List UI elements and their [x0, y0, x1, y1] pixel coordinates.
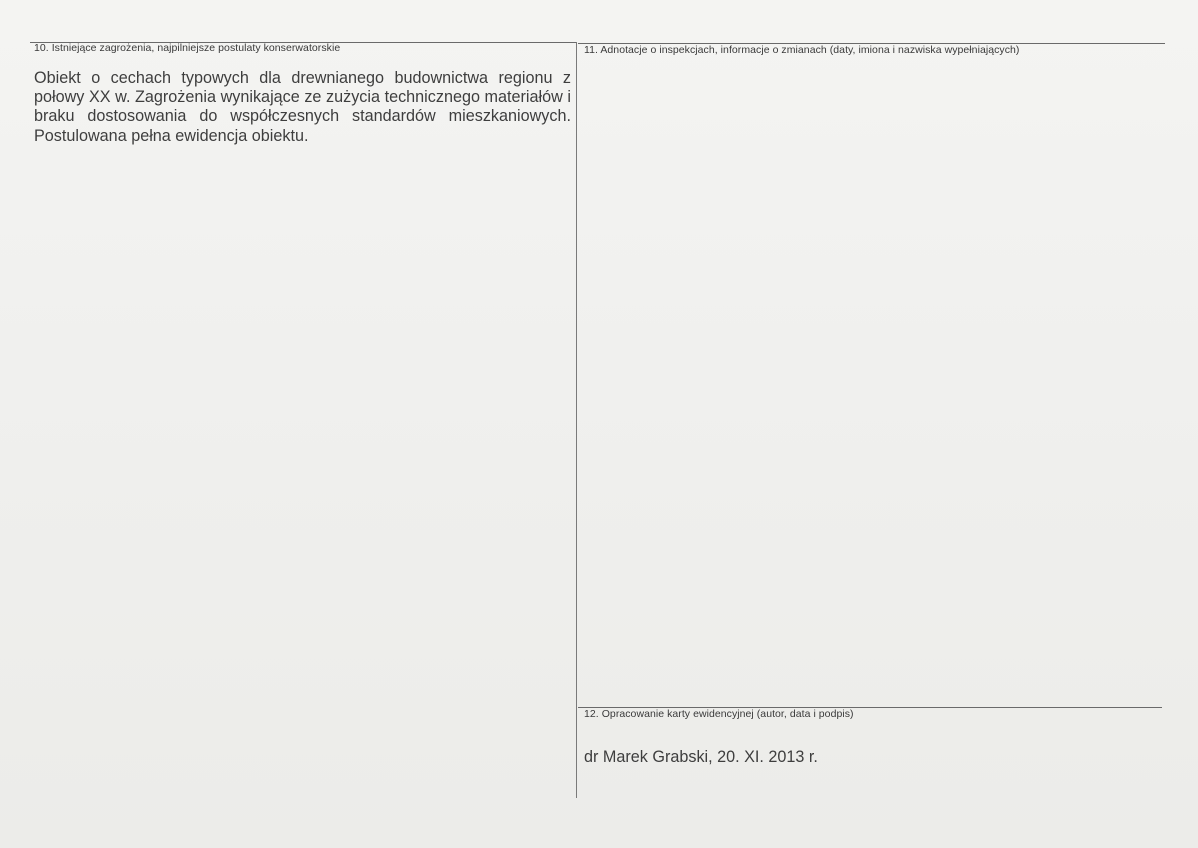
section-10-text: Obiekt o cechach typowych dla drewnianego budownictwa regionu z połowy XX w. Zagrożenia wynikające ze zużycia technicznego materiałów i braku dostosowania do współczesnych standardów mieszkaniowych. Postulowana pełna ewidencja obiektu.: [34, 69, 571, 145]
author-date-signature: dr Marek Grabski, 20. XI. 2013 r.: [584, 748, 818, 766]
section-12-label: 12. Opracowanie karty ewidencyjnej (autor, data i podpis): [584, 708, 854, 720]
section-10-label: 10. Istniejące zagrożenia, najpilniejsze postulaty konserwatorskie: [34, 42, 341, 54]
column-divider: [576, 42, 577, 798]
section-11-label: 11. Adnotacje o inspekcjach, informacje o zmianach (daty, imiona i nazwiska wypełniających): [584, 44, 1020, 56]
